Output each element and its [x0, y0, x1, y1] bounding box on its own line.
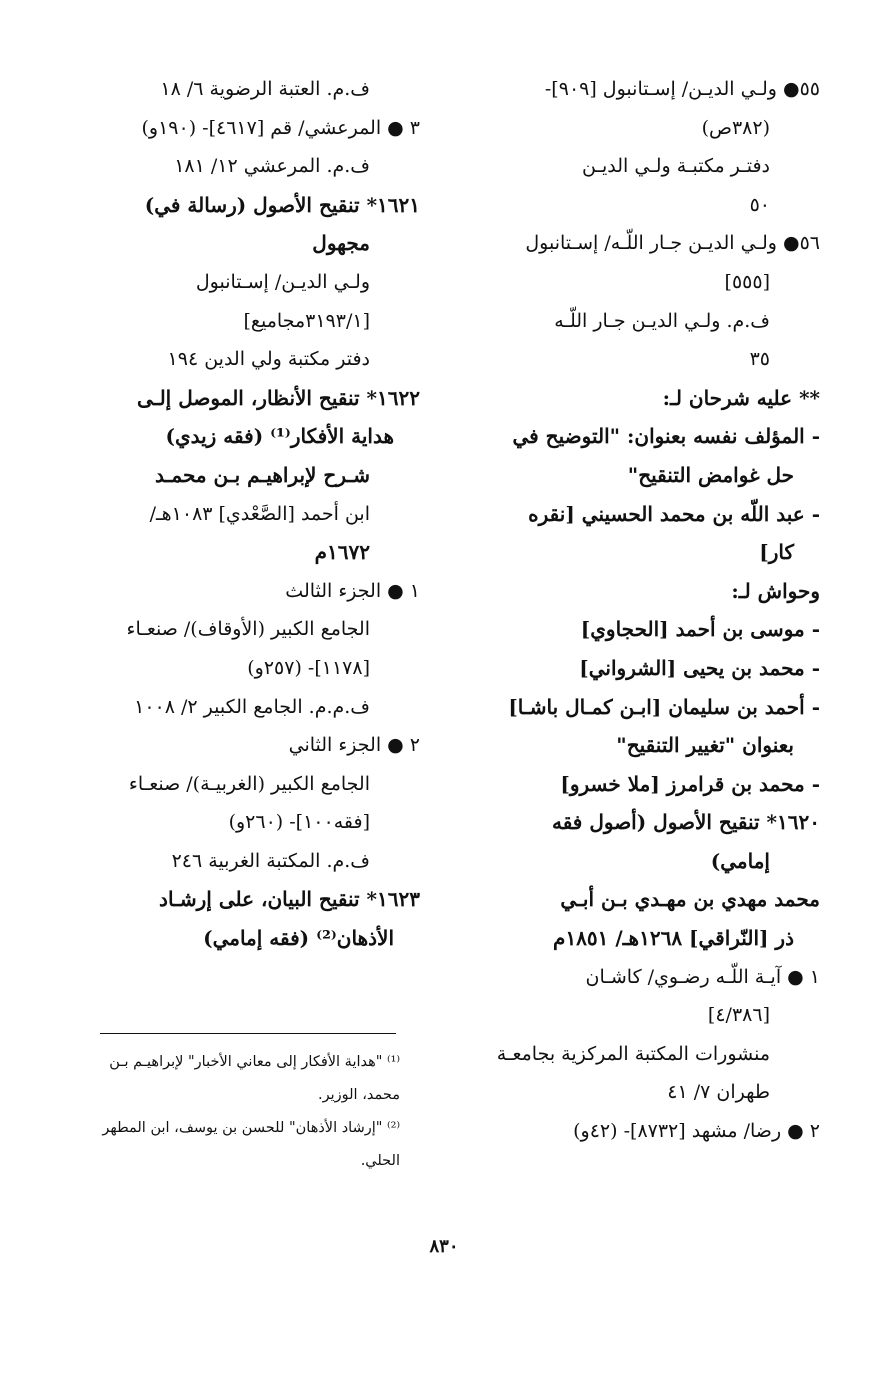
text-line: منشورات المكتبة المركزية بجامعـة [496, 1042, 770, 1065]
footnote-line: ⁽¹⁾ "هداية الأفكار إلى معاني الأخبار" لإبراهيـم بـن [109, 1054, 400, 1070]
text-line: ٥٥● ولـي الديـن/ إسـتانبول [٩٠٩]- [544, 78, 820, 100]
text-line: [١١٧٨]- (٢٥٧و) [247, 656, 370, 679]
text-line: [فقه١٠٠]- (٢٦٠و) [228, 811, 370, 834]
text-line: ف.م.م. الجامع الكبير ٢/ ١٠٠٨ [134, 695, 370, 718]
text-line: دفتـر مكتبـة ولـي الديـن [581, 155, 770, 178]
text-line: ١٦٢٢* تنقيح الأنظار، الموصل إلـى [137, 385, 420, 410]
text-line: ذر [النّراقي] ١٢٦٨هـ/ ١٨٥١م [553, 926, 794, 951]
text-line: ٥٦● ولـي الديـن جـار اللّـه/ إسـتانبول [525, 232, 820, 255]
text-line: ٣ ● المرعشي/ قم [٤٦١٧]- (١٩٠و) [141, 116, 420, 139]
text-line: هداية الأفكار⁽¹⁾ (فقه زيدي) [165, 424, 394, 449]
text-line: الأذهان⁽²⁾ (فقه إمامي) [203, 926, 394, 951]
text-line: ٥٠ [749, 193, 770, 216]
text-line: حل غوامض التنقيح" [627, 462, 794, 487]
text-line: - أحمد بن سليمان [ابـن كمـال باشـا] [508, 694, 820, 719]
text-line: ف.م. ولـي الديـن جـار اللّـه [554, 309, 770, 332]
text-line: ١٦٧٢م [314, 540, 370, 565]
right-column [440, 70, 820, 1151]
text-line: - محمد بن يحيى [الشرواني] [579, 655, 820, 680]
text-line: - موسى بن أحمد [الحجاوي] [580, 617, 820, 642]
footnote-line: الحلي. [360, 1153, 400, 1169]
text-line: دفتر مكتبة ولي الدين ١٩٤ [167, 348, 370, 371]
text-line: ف.م. المكتبة الغربية ٢٤٦ [171, 849, 370, 872]
text-line: ٣٥ [749, 348, 770, 371]
text-line: إمامي) [710, 848, 770, 873]
text-line: ١ ● آيـة اللّـه رضـوي/ كاشـان [585, 965, 820, 988]
text-line: مجهول [312, 231, 370, 256]
text-line: - عبد اللّه بن محمد الحسيني [نقره [528, 501, 820, 526]
left-column [75, 70, 420, 958]
footnote-line: ⁽²⁾ "إرشاد الأذهان" للحسن بن يوسف، ابن المطهر [102, 1120, 400, 1136]
page-number: ٨٣٠ [429, 1236, 459, 1257]
text-line: ** عليه شرحان لـ: [662, 385, 820, 410]
text-line: - المؤلف نفسه بعنوان: "التوضيح في [512, 424, 820, 449]
text-line: - محمد بن قرامرز [ملا خسرو] [560, 771, 820, 796]
text-line: ف.م. المرعشي ١٢/ ١٨١ [174, 155, 370, 178]
text-line: كار] [759, 540, 794, 565]
text-line: شـرح لإبراهيـم بـن محمـد [155, 462, 370, 487]
text-line: ١٦٢١* تنقيح الأصول (رسالة في) [144, 192, 420, 217]
text-line: ١٦٢٣* تنقيح البيان، على إرشـاد [159, 887, 420, 912]
text-line: (٣٨٢ص) [701, 116, 770, 139]
footnote-separator [100, 1033, 396, 1034]
footnotes [70, 1046, 400, 1178]
text-line: الجامع الكبير (الغربيـة)/ صنعـاء [128, 772, 370, 795]
text-line: ابن أحمد [الصَّعْدي] ١٠٨٣هـ/ [149, 502, 370, 525]
text-line: ١ ● الجزء الثالث [285, 579, 420, 602]
text-line: وحواش لـ: [731, 578, 820, 603]
text-line: ٢ ● رضا/ مشهد [٨٧٣٢]- (٤٢و) [573, 1120, 820, 1143]
text-line: بعنوان "تغيير التنقيح" [616, 733, 794, 758]
text-line: [٣١٩٣/١مجاميع] [243, 309, 370, 332]
text-line: ١٦٢٠* تنقيح الأصول (أصول فقه [551, 810, 820, 835]
text-line: ولـي الديـن/ إسـتانبول [195, 270, 370, 293]
text-line: [٥٥٥] [724, 270, 770, 293]
text-line: ٢ ● الجزء الثاني [288, 734, 420, 757]
footnote-line: محمد، الوزير. [318, 1087, 400, 1103]
text-line: ف.م. العتبة الرضوية ٦/ ١٨ [160, 78, 370, 100]
text-line: الجامع الكبير (الأوقاف)/ صنعـاء [126, 618, 370, 641]
text-line: محمد مهدي بن مهـدي بـن أبـي [560, 887, 820, 912]
text-line: طهران ٧/ ٤١ [667, 1081, 770, 1104]
text-line: [٤/٣٨٦] [707, 1004, 770, 1027]
